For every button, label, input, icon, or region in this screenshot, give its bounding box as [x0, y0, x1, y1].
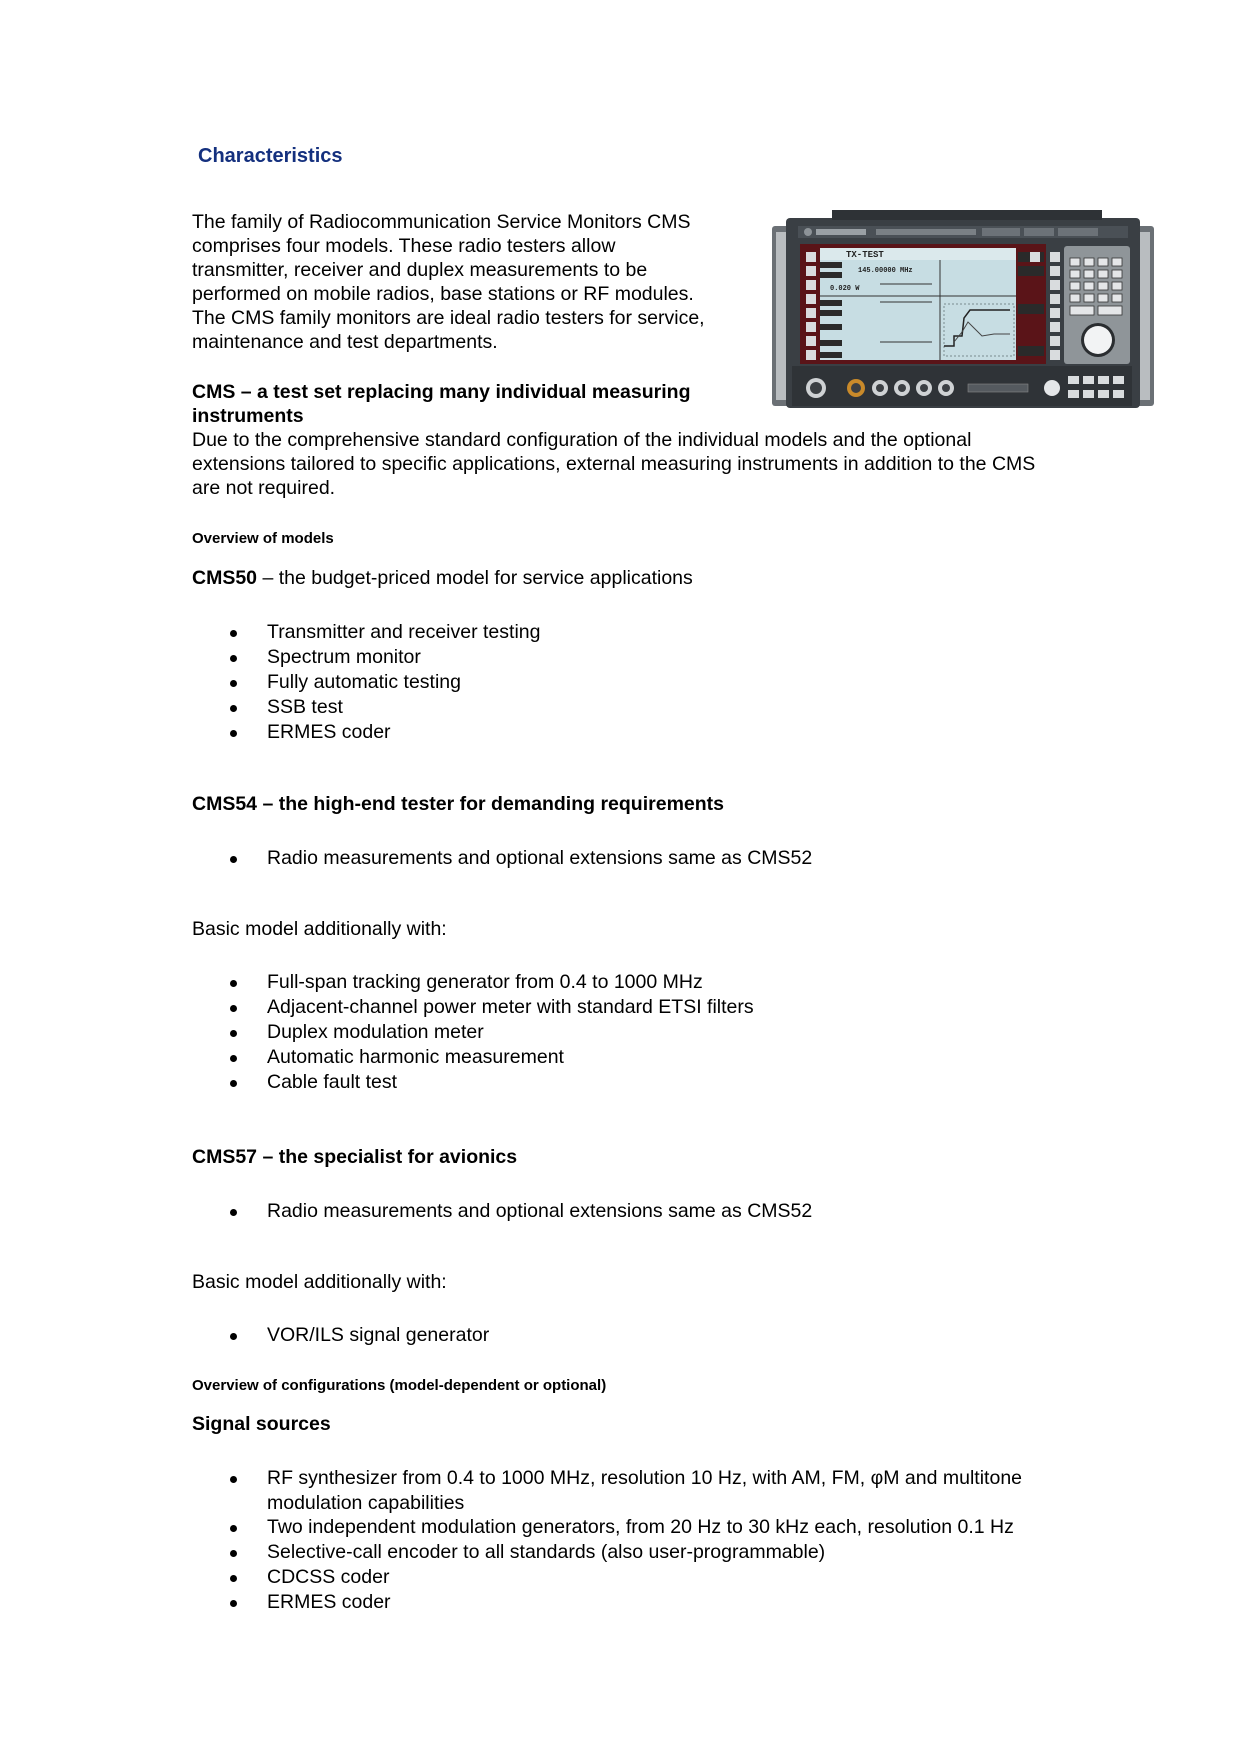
bullet-icon: [230, 680, 237, 687]
cms54-basic-label: Basic model additionally with:: [192, 918, 447, 940]
list-item: Fully automatic testing: [192, 670, 540, 695]
cms-paragraph-line: extensions tailored to specific applications, external measuring instruments in addition to the CMS: [192, 453, 1036, 475]
list-item: ERMES coder: [192, 720, 540, 745]
bullet-icon: [230, 655, 237, 662]
bullet-icon: [230, 630, 237, 637]
bullet-icon: [230, 1080, 237, 1087]
list-item: Duplex modulation meter: [192, 1020, 754, 1045]
cms-paragraph-line: Due to the comprehensive standard configuration of the individual models and the optional: [192, 429, 972, 451]
intro-line: The CMS family monitors are ideal radio testers for service,: [192, 307, 705, 329]
screen-frequency-text: 145.00000 MHz: [858, 267, 913, 275]
list-item: Two independent modulation generators, from 20 Hz to 30 kHz each, resolution 0.1 Hz: [192, 1515, 1092, 1540]
bullet-icon: [230, 730, 237, 737]
screen-mode-text: TX-TEST: [846, 250, 884, 260]
bullet-icon: [230, 1550, 237, 1557]
cms-heading-line: CMS – a test set replacing many individual measuring: [192, 381, 691, 403]
bullet-icon: [230, 1030, 237, 1037]
bullet-icon: [230, 1525, 237, 1532]
cms-paragraph-line: are not required.: [192, 477, 336, 499]
cms50-model: CMS50: [192, 567, 258, 589]
intro-line: maintenance and test departments.: [192, 331, 498, 353]
bullet-icon: [230, 1476, 237, 1483]
bullet-icon: [230, 1209, 237, 1216]
bullet-icon: [230, 705, 237, 712]
bullet-icon: [230, 1005, 237, 1012]
cms54-heading: CMS54 – the high-end tester for demanding requirements: [192, 793, 725, 815]
list-item: SSB test: [192, 695, 540, 720]
intro-line: performed on mobile radios, base stations or RF modules.: [192, 283, 694, 305]
overview-config-heading: Overview of configurations (model-dependent or optional): [192, 1377, 607, 1394]
list-item: Full-span tracking generator from 0.4 to 1000 MHz: [192, 970, 754, 995]
intro-line: comprises four models. These radio testers allow: [192, 235, 616, 257]
section-title: Characteristics: [198, 145, 343, 167]
intro-line: The family of Radiocommunication Service Monitors CMS: [192, 211, 691, 233]
list-item: Radio measurements and optional extensions same as CMS52: [192, 846, 812, 871]
cms54-extra-list: [192, 970, 754, 1095]
overview-models-heading: Overview of models: [192, 530, 334, 547]
cms57-extra-list: [192, 1323, 489, 1348]
cms50-description: – the budget-priced model for service applications: [257, 567, 693, 589]
cms54-list: [192, 846, 812, 871]
cms57-basic-label: Basic model additionally with:: [192, 1271, 447, 1293]
list-item: Transmitter and receiver testing: [192, 620, 540, 645]
list-item: CDCSS coder: [192, 1565, 1092, 1590]
cms-heading-line: instruments: [192, 405, 304, 427]
list-item: Selective-call encoder to all standards (also user-programmable): [192, 1540, 1092, 1565]
cms50-heading: [192, 566, 693, 590]
list-item: VOR/ILS signal generator: [192, 1323, 489, 1348]
list-item: ERMES coder: [192, 1590, 1092, 1615]
bullet-icon: [230, 856, 237, 863]
list-item: Spectrum monitor: [192, 645, 540, 670]
cms57-heading: CMS57 – the specialist for avionics: [192, 1146, 518, 1168]
instrument-photo: [772, 206, 1154, 416]
bullet-icon: [230, 1575, 237, 1582]
intro-line: transmitter, receiver and duplex measurements to be: [192, 259, 648, 281]
cms50-list: [192, 620, 540, 745]
signal-sources-heading: Signal sources: [192, 1413, 331, 1435]
cms-heading: [192, 380, 752, 428]
bullet-icon: [230, 1600, 237, 1607]
bullet-icon: [230, 1055, 237, 1062]
bullet-icon: [230, 980, 237, 987]
cms57-list: [192, 1199, 812, 1224]
cms-paragraph: [192, 428, 1112, 500]
list-item: Adjacent-channel power meter with standard ETSI filters: [192, 995, 754, 1020]
list-item: Automatic harmonic measurement: [192, 1045, 754, 1070]
screen-level-text: 0.020 W: [830, 285, 860, 293]
list-item: RF synthesizer from 0.4 to 1000 MHz, resolution 10 Hz, with AM, FM, φM and multitone modulation capabilities: [192, 1466, 1092, 1515]
signal-sources-list: [192, 1466, 1092, 1615]
bullet-icon: [230, 1333, 237, 1340]
intro-paragraph: [192, 210, 752, 354]
list-item: Cable fault test: [192, 1070, 754, 1095]
list-item: Radio measurements and optional extensions same as CMS52: [192, 1199, 812, 1224]
